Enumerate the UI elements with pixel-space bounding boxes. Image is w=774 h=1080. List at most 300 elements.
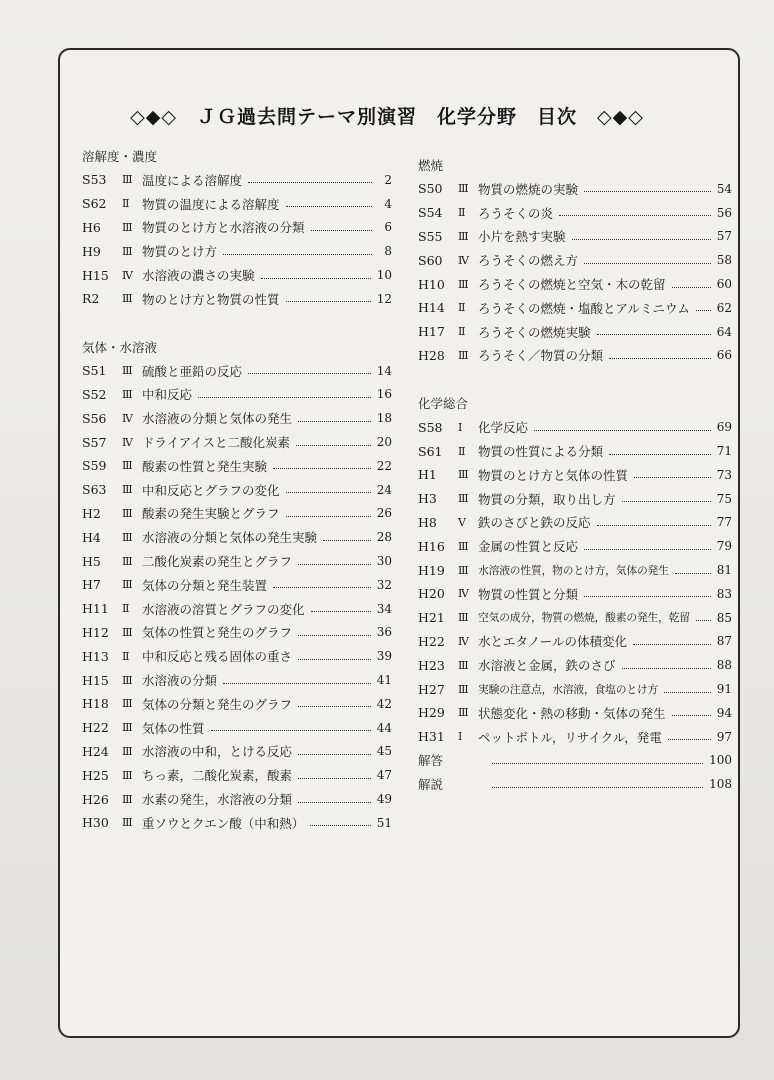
- entry-title: 物質の性質と分類: [478, 586, 579, 602]
- dot-leader: [286, 516, 371, 517]
- toc-entry: [82, 239, 392, 263]
- page-number: 32: [376, 577, 392, 592]
- dot-leader: [298, 421, 371, 422]
- toc-entry: [82, 168, 392, 192]
- exam-code: S60: [418, 252, 443, 268]
- page-number: 22: [376, 458, 392, 473]
- exam-code: S59: [82, 458, 107, 474]
- page-number: 71: [716, 444, 732, 459]
- question-number: Ⅰ: [458, 730, 463, 744]
- dot-leader: [597, 334, 711, 335]
- toc-entry: [82, 359, 392, 383]
- page-number: 42: [376, 696, 392, 711]
- entry-title: ろうそくの燃焼実験: [478, 324, 591, 340]
- exam-code: H23: [418, 657, 445, 673]
- toc-entry: [82, 383, 392, 407]
- entry-title: 水溶液の分類と気体の発生: [142, 411, 293, 427]
- dot-leader: [286, 492, 371, 493]
- dot-leader: [286, 301, 371, 302]
- dot-leader: [609, 454, 711, 455]
- exam-code: H25: [82, 767, 109, 783]
- dot-leader: [622, 501, 711, 502]
- question-number: Ⅲ: [458, 682, 469, 696]
- exam-code: H4: [82, 529, 101, 545]
- question-number: Ⅲ: [458, 229, 469, 243]
- page-number: 20: [376, 435, 392, 450]
- exam-code: H27: [418, 681, 445, 697]
- entry-title: ろうそくの燃え方: [478, 253, 579, 269]
- page-number: 4: [384, 196, 392, 211]
- exam-code: H13: [82, 648, 109, 664]
- toc-entry: [418, 177, 732, 201]
- question-number: Ⅳ: [458, 587, 469, 601]
- toc-entry: [82, 740, 392, 764]
- exam-code: H24: [82, 743, 109, 759]
- entry-title: 中和反応: [142, 387, 193, 403]
- page-number: 16: [376, 387, 392, 402]
- entry-title: 水溶液の溶質とグラフの変化: [142, 601, 305, 617]
- toc-entry: [418, 201, 732, 225]
- question-number: Ⅰ: [458, 420, 463, 434]
- dot-leader: [298, 778, 371, 779]
- exam-code: S56: [82, 410, 107, 426]
- exam-code: H14: [418, 300, 445, 316]
- exam-code: H7: [82, 577, 101, 593]
- entry-title: 水溶液の分類と気体の発生実験: [142, 530, 318, 546]
- exam-code: S55: [418, 228, 443, 244]
- entry-title: 硫酸と亜鉛の反応: [142, 363, 243, 379]
- exam-code: H22: [418, 633, 445, 649]
- toc-entry: [418, 487, 732, 511]
- toc-entry: [82, 454, 392, 478]
- page-number: 88: [716, 658, 732, 673]
- question-number: Ⅲ: [122, 483, 133, 497]
- dot-leader: [311, 230, 372, 231]
- exam-code: H1: [418, 467, 437, 483]
- exam-code: H30: [82, 815, 109, 831]
- toc-entry: [418, 320, 732, 344]
- dot-leader: [597, 525, 711, 526]
- page-number: 26: [376, 506, 392, 521]
- exam-code: H28: [418, 347, 445, 363]
- toc-entry: [82, 430, 392, 454]
- dot-leader: [672, 715, 711, 716]
- question-number: Ⅲ: [122, 244, 133, 258]
- question-number: Ⅲ: [122, 387, 133, 401]
- dot-leader: [198, 397, 371, 398]
- exam-code: 解答: [418, 753, 444, 769]
- page-number: 10: [376, 268, 392, 283]
- entry-title: ちっ素，二酸化炭素，酸素: [142, 768, 293, 784]
- toc-entry: [82, 811, 392, 835]
- page-number: 62: [716, 300, 732, 315]
- toc-entry: [418, 725, 732, 749]
- entry-title: ドライアイスと二酸化炭素: [142, 435, 291, 451]
- dot-leader: [634, 477, 711, 478]
- page-number: 79: [716, 539, 732, 554]
- question-number: Ⅲ: [458, 277, 469, 291]
- dot-leader: [492, 763, 703, 764]
- question-number: Ⅲ: [122, 220, 133, 234]
- page-number: 66: [716, 348, 732, 363]
- toc-entry: [418, 701, 732, 725]
- toc-entry: [82, 668, 392, 692]
- question-number: Ⅳ: [122, 435, 133, 449]
- toc-entry: [418, 415, 732, 439]
- entry-title: 金属の性質と反応: [478, 539, 579, 555]
- page-number: 94: [716, 705, 732, 720]
- page-number: 44: [376, 720, 392, 735]
- question-number: Ⅱ: [458, 206, 466, 220]
- entry-title: ペットボトル，リサイクル，発電: [478, 729, 662, 745]
- entry-title: 水溶液の分類: [142, 673, 218, 689]
- entry-title: 温度による溶解度: [142, 172, 243, 188]
- dot-leader: [622, 668, 711, 669]
- dot-leader: [310, 825, 370, 826]
- dot-leader: [298, 564, 371, 565]
- question-number: Ⅱ: [458, 444, 466, 458]
- toc-entry: [418, 534, 732, 558]
- page-number: 54: [716, 181, 732, 196]
- question-number: Ⅲ: [458, 492, 469, 506]
- page-number: 49: [376, 792, 392, 807]
- dot-leader: [296, 445, 371, 446]
- entry-title: 気体の性質: [142, 720, 205, 736]
- left-column: [82, 146, 392, 835]
- entry-title: 水溶液の中和，とける反応: [142, 744, 293, 760]
- question-number: Ⅲ: [122, 625, 133, 639]
- entry-title: 実験の注意点，水溶液，食塩のとけ方: [478, 682, 659, 696]
- entry-title: ろうそくの燃焼と空気・木の乾留: [478, 277, 666, 293]
- question-number: Ⅲ: [122, 673, 133, 687]
- dot-leader: [298, 802, 371, 803]
- page-number: 83: [716, 586, 732, 601]
- exam-code: H22: [82, 720, 109, 736]
- question-number: Ⅲ: [458, 658, 469, 672]
- toc-entry: [418, 439, 732, 463]
- dot-leader: [298, 635, 371, 636]
- dot-leader: [559, 215, 711, 216]
- exam-code: H10: [418, 276, 445, 292]
- toc-entry: [82, 549, 392, 573]
- toc-entry: [82, 644, 392, 668]
- exam-code: H17: [418, 324, 445, 340]
- entry-title: 中和反応とグラフの変化: [142, 482, 280, 498]
- exam-code: S51: [82, 363, 107, 379]
- entry-title: ろうそくの炎: [478, 205, 554, 221]
- entry-title: 物質の性質による分類: [478, 444, 604, 460]
- page-number: 14: [376, 363, 392, 378]
- question-number: Ⅲ: [122, 554, 133, 568]
- exam-code: H26: [82, 791, 109, 807]
- question-number: Ⅲ: [122, 364, 133, 378]
- toc-entry: [418, 582, 732, 606]
- toc-entry: [418, 296, 732, 320]
- exam-code: R2: [82, 291, 100, 307]
- toc-entry: [418, 606, 732, 630]
- question-number: Ⅲ: [458, 468, 469, 482]
- dot-leader: [664, 692, 711, 693]
- toc-entry: [82, 573, 392, 597]
- question-number: Ⅳ: [458, 634, 469, 648]
- dot-leader: [261, 278, 371, 279]
- page-number: 97: [716, 729, 732, 744]
- section-heading: 燃焼: [418, 158, 444, 173]
- page-title: ◇◆◇ ＪＧ過去問テーマ別演習 化学分野 目次 ◇◆◇: [130, 106, 644, 128]
- exam-code: S58: [418, 419, 443, 435]
- dot-leader: [298, 754, 371, 755]
- entry-title: 重ソウとクエン酸（中和熱）: [142, 815, 305, 831]
- dot-leader: [223, 254, 372, 255]
- exam-code: H18: [82, 696, 109, 712]
- section-heading: 化学総合: [418, 396, 469, 412]
- exam-code: H19: [418, 562, 445, 578]
- entry-title: 化学反応: [478, 420, 529, 436]
- dot-leader: [211, 730, 371, 731]
- toc-entry: [418, 630, 732, 654]
- question-number: Ⅲ: [122, 530, 133, 544]
- page-number: 56: [716, 205, 732, 220]
- toc-entry: [82, 525, 392, 549]
- exam-code: H16: [418, 538, 445, 554]
- question-number: Ⅲ: [122, 792, 133, 806]
- page-number: 30: [376, 554, 392, 569]
- entry-title: 小片を熱す実験: [478, 229, 566, 245]
- page-number: 81: [716, 563, 732, 578]
- question-number: Ⅲ: [122, 744, 133, 758]
- toc-entry: [82, 216, 392, 240]
- entry-title: 水素の発生，水溶液の分類: [142, 792, 293, 808]
- question-number: Ⅲ: [458, 563, 469, 577]
- exam-code: S54: [418, 205, 443, 221]
- page-number: 18: [376, 411, 392, 426]
- exam-code: H29: [418, 705, 445, 721]
- toc-entry: [418, 272, 732, 296]
- dot-leader: [248, 182, 372, 183]
- dot-leader: [298, 706, 371, 707]
- entry-title: 水溶液の濃さの実験: [142, 268, 255, 284]
- question-number: Ⅱ: [122, 197, 130, 211]
- exam-code: H21: [418, 610, 445, 626]
- toc-entry: [418, 772, 732, 796]
- exam-code: H6: [82, 219, 101, 235]
- page-number: 57: [716, 229, 732, 244]
- question-number: Ⅳ: [122, 268, 133, 282]
- entry-title: 二酸化炭素の発生とグラフ: [142, 554, 293, 570]
- question-number: Ⅳ: [458, 253, 469, 267]
- exam-code: H15: [82, 672, 109, 688]
- page-number: 100: [709, 753, 732, 768]
- dot-leader: [584, 191, 711, 192]
- question-number: Ⅴ: [458, 515, 466, 529]
- page-number: 58: [716, 253, 732, 268]
- page-number: 60: [716, 277, 732, 292]
- page-number: 12: [376, 291, 392, 306]
- toc-entry: [82, 692, 392, 716]
- toc-entry: [82, 287, 392, 311]
- exam-code: S53: [82, 172, 107, 188]
- entry-title: 物質の燃焼の実験: [478, 181, 579, 197]
- page-number: 47: [376, 768, 392, 783]
- right-column: [418, 155, 732, 796]
- toc-entry: [82, 502, 392, 526]
- dot-leader: [492, 787, 703, 788]
- exam-code: H12: [82, 624, 109, 640]
- dot-leader: [609, 358, 711, 359]
- page-number: 2: [384, 172, 392, 187]
- entry-title: 気体の分類と発生装置: [142, 577, 268, 593]
- question-number: Ⅲ: [458, 539, 469, 553]
- question-number: Ⅲ: [458, 611, 469, 625]
- exam-code: H11: [82, 601, 109, 617]
- dot-leader: [286, 206, 372, 207]
- question-number: Ⅲ: [122, 768, 133, 782]
- entry-title: 水溶液の性質，物のとけ方，気体の発生: [478, 563, 669, 577]
- section-heading: 気体・水溶液: [82, 339, 158, 355]
- dot-leader: [675, 573, 711, 574]
- toc-entry: [82, 763, 392, 787]
- exam-code: H3: [418, 491, 437, 507]
- exam-code: S50: [418, 181, 443, 197]
- toc-entry: [418, 653, 732, 677]
- page-number: 91: [716, 682, 732, 697]
- toc-entry: [82, 406, 392, 430]
- exam-code: S63: [82, 482, 107, 498]
- exam-code: H9: [82, 243, 101, 259]
- entry-title: 物質の分類，取り出し方: [478, 491, 616, 507]
- dot-leader: [696, 620, 711, 621]
- question-number: Ⅲ: [122, 173, 133, 187]
- dot-leader: [323, 540, 371, 541]
- dot-leader: [223, 683, 371, 684]
- question-number: Ⅲ: [122, 578, 133, 592]
- entry-title: 鉄のさびと鉄の反応: [478, 515, 591, 531]
- page-number: 73: [716, 467, 732, 482]
- page-number: 85: [716, 610, 732, 625]
- entry-title: 中和反応と残る固体の重さ: [142, 649, 293, 665]
- question-number: Ⅲ: [122, 292, 133, 306]
- toc-entry: [418, 344, 732, 368]
- page-number: 87: [716, 634, 732, 649]
- exam-code: S62: [82, 196, 107, 212]
- question-number: Ⅲ: [458, 348, 469, 362]
- toc-entry: [82, 716, 392, 740]
- question-number: Ⅲ: [458, 706, 469, 720]
- page-number: 34: [376, 601, 392, 616]
- toc-entry: [82, 192, 392, 216]
- page-number: 77: [716, 515, 732, 530]
- question-number: Ⅳ: [122, 411, 133, 425]
- dot-leader: [584, 263, 711, 264]
- toc-entry: [418, 558, 732, 582]
- exam-code: S52: [82, 386, 107, 402]
- dot-leader: [584, 596, 711, 597]
- exam-code: H31: [418, 729, 445, 745]
- dot-leader: [672, 287, 711, 288]
- question-number: Ⅲ: [122, 721, 133, 735]
- page-number: 28: [376, 530, 392, 545]
- page-number: 51: [376, 815, 392, 830]
- exam-code: S57: [82, 434, 107, 450]
- entry-title: 酸素の性質と発生実験: [142, 458, 268, 474]
- question-number: Ⅲ: [122, 816, 133, 830]
- entry-title: 空気の成分，物質の燃焼，酸素の発生，乾留: [478, 611, 690, 625]
- page-number: 45: [376, 744, 392, 759]
- exam-code: H15: [82, 267, 109, 283]
- entry-title: 物のとけ方と物質の性質: [142, 291, 280, 307]
- exam-code: H2: [82, 505, 101, 521]
- entry-title: 気体の分類と発生のグラフ: [142, 696, 293, 712]
- toc-entry: [418, 463, 732, 487]
- page-number: 69: [716, 420, 732, 435]
- page-number: 36: [376, 625, 392, 640]
- exam-code: H8: [418, 514, 437, 530]
- dot-leader: [273, 587, 371, 588]
- question-number: Ⅱ: [122, 649, 130, 663]
- entry-title: 物質のとけ方と水溶液の分類: [142, 220, 305, 236]
- question-number: Ⅲ: [122, 506, 133, 520]
- dot-leader: [298, 659, 371, 660]
- question-number: Ⅱ: [458, 325, 466, 339]
- dot-leader: [248, 373, 371, 374]
- dot-leader: [273, 468, 371, 469]
- toc-entry: [418, 225, 732, 249]
- question-number: Ⅲ: [458, 182, 469, 196]
- dot-leader: [311, 611, 371, 612]
- question-number: Ⅲ: [122, 459, 133, 473]
- dot-leader: [584, 549, 711, 550]
- exam-code: S61: [418, 443, 443, 459]
- entry-title: 物質のとけ方: [142, 244, 218, 260]
- page-number: 8: [384, 244, 392, 259]
- toc-entry: [418, 749, 732, 773]
- exam-code: H5: [82, 553, 101, 569]
- page-number: 41: [376, 673, 392, 688]
- toc-entry: [418, 511, 732, 535]
- toc-entry: [418, 248, 732, 272]
- dot-leader: [696, 310, 711, 311]
- exam-code: H20: [418, 586, 445, 602]
- entry-title: 水とエタノールの体積変化: [478, 634, 628, 650]
- toc-entry: [82, 787, 392, 811]
- entry-title: 気体の性質と発生のグラフ: [142, 625, 293, 641]
- toc-entry: [82, 621, 392, 645]
- page-number: 6: [384, 220, 392, 235]
- page-number: 39: [376, 649, 392, 664]
- question-number: Ⅱ: [122, 602, 130, 616]
- entry-title: 状態変化・熱の移動・気体の発生: [478, 705, 666, 721]
- dot-leader: [572, 239, 711, 240]
- entry-title: ろうそくの燃焼・塩酸とアルミニウム: [478, 300, 690, 316]
- question-number: Ⅱ: [458, 301, 466, 315]
- question-number: Ⅲ: [122, 697, 133, 711]
- entry-title: 物質のとけ方と気体の性質: [478, 467, 629, 483]
- dot-leader: [668, 739, 711, 740]
- toc-entry: [82, 597, 392, 621]
- section-heading: 溶解度・濃度: [82, 149, 158, 164]
- exam-code: 解説: [418, 777, 444, 793]
- entry-title: 酸素の発生実験とグラフ: [142, 506, 280, 522]
- page-number: 24: [376, 482, 392, 497]
- page-number: 64: [716, 324, 732, 339]
- dot-leader: [633, 644, 711, 645]
- dot-leader: [534, 430, 711, 431]
- toc-entry: [82, 263, 392, 287]
- page-number: 108: [709, 777, 732, 792]
- toc-entry: [82, 478, 392, 502]
- entry-title: 水溶液と金属，鉄のさび: [478, 658, 616, 674]
- page-number: 75: [716, 491, 732, 506]
